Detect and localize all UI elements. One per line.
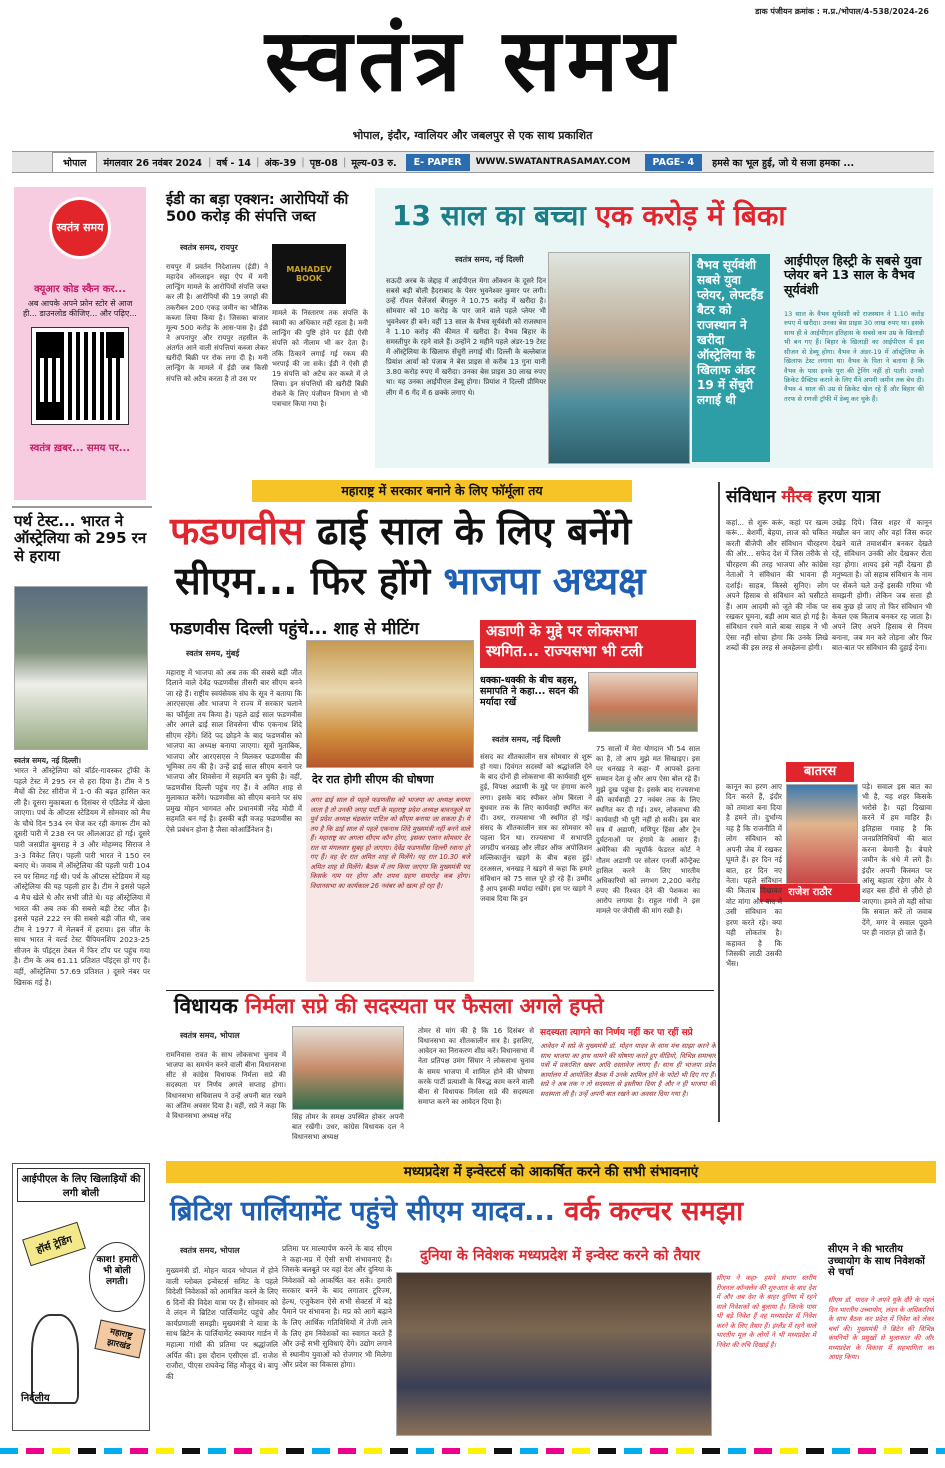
ed-headline: ईडी का बड़ा एक्शन: आरोपियों की 500 करोड़ की संपत्ति जब्त — [166, 192, 349, 225]
ipl-byline: स्वतंत्र समय, नई दिल्ली — [455, 255, 524, 264]
pages: पृष्ठ-08 — [309, 157, 338, 169]
nirmala-photo — [292, 1026, 404, 1110]
cm-side-body: सीएम डॉ. यादव ने अपने यूके दौरे के पहले दिन भारतीय उच्चायोग, लंदन के अधिकारियों के साथ बैठक कर प्रदेश में निवेश को लेकर चर्चा की। मुख्यमंत्री ने ब्रिटेन की विभिन्न कंपनियों के प्रमुखों से मुलाकात की और मध्यप्रदेश के विकास में सहभागिता का आग्रह किया। — [828, 1296, 934, 1362]
cm-body-col1: मुख्यमंत्री डॉ. मोहन यादव भोपाल में होने वाली ग्लोबल इन्वेस्टर्स समिट के पहले विदेशी निवेशकों को आमंत्रित करने के लिए 6 दिनों की विदेश यात्रा पर हैं। सोमवार को वे लंदन में ब्रिटिश पार्लियामेंट पहुंचे और कार्यप्रणाली समझी। मुख्यमंत्री ने यात्रा के साथ ब्रिटेन के पार्लियामेंट स्क्वायर गार्डन में महात्मा गांधी की प्रतिमा पर श्रद्धांजलि अर्पित की। इस दौरान एसीएस डॉ. राजेश राजौरा, पीएस राघवेन्द्र सिंह मौजूद थे। बापू की — [166, 1266, 278, 1381]
cricket-body: भारत ने ऑस्ट्रेलिया को बॉर्डर-गावस्कर ट्रॉफी के पहले टेस्ट में 295 रन से हरा दिया है। टीम ने 5 मैचों की टेस्ट सीरीज में 1-0 की बढ़त हासिल कर ली है। दूसरा मुकाबला 6 दिसंबर से एडिलेड में खेला जाएगा। पर्थ के ऑप्टस स्टेडियम में सोमवार को मैच के चौथे दिन 534 रन चेज कर रही कंगारू टीम को दूसरी पारी में 238 रन पर ऑलआउट हो गई। दूसरे पारी जसप्रीत बुमराह ने 3 और मोहम्मद सिराज ने 3-3 विकेट लिए। पहली पारी भारत ने 150 रन बनाए थे। जवाब में ऑस्ट्रेलिया की पहली पारी 104 रन पर सिमट गई थी। पर्थ के ऑप्टस स्टेडियम में यह ऑस्ट्रेलिया की यह पहली हार है। टीम ने इससे पहले 4 मैच खेले थे और सभी जीते थे। यह ऑस्ट्रेलिया में भारत की अब तक की सबसे बड़ी टेस्ट जीत है। इससे पहले 222 रन की सबसे बड़ी जीत थी, जब टीम ने 1977 में मेलबर्न में हराया। इस जीत के साथ भारत ने वर्ल्ड टेस्ट चैंपियनशिप 2023-25 सीजन के पॉइंट्स टेबल में फिर टॉप पर पहुंच गया है। टीम के अब 61.11 प्रतिशत पॉइंट्स हो गए हैं। वहीं, ऑस्ट्रेलिया 57.69 प्रतिशत ) दूसरे नंबर पर खिसक गई है। — [14, 766, 150, 987]
parliament-photo — [588, 672, 698, 732]
samvidhan-rule — [718, 482, 720, 1122]
samvidhan-struck: गौरव — [781, 487, 812, 507]
samvidhan-head2: हरण यात्रा — [811, 487, 881, 507]
columnist-photo — [786, 784, 858, 884]
maha-subheadline: फडणवीस दिल्ली पहुंचे... शाह से मीटिंग — [170, 619, 419, 639]
info-bar: भोपाल मंगलवार 26 नवंबर 2024 | वर्ष - 14 | अंक-39 | पृष्ठ-08 | मूल्य-03 रु. E- PAPER WWW.SWATANTRASAMAY.COM PAGE- 4 हमसे का भूल हुई, जो ये सजा हमका ... — [12, 151, 934, 173]
adani-kicker: धक्का-धक्की के बीच बहस, समापति ने कहा... सदन की मर्यादा रखें — [480, 675, 579, 708]
ipl-body: सऊदी अरब के जेद्दाह में आईपीएल मेगा ऑक्शन के दूसरे दिन सबसे बड़ी बोली हैदराबाद के पेसर भुवनेश्वर कुमार पर लगी। उन्हें रॉयल चैलेंजर्स बेंगलुरु ने 10.75 करोड़ में खरीदा है। सोमवार को 10 करोड़ के पार जाने वाले पहले प्लेयर भी भुवनेश्वर ही बने। वहीं 13 साल के वैभव सूर्यवंशी को राजस्थान ने 1.10 करोड़ की कीमत में खरीदा है। वैभव बिहार के समस्तीपुर के रहने वाले हैं। उन्होंने 2 महीने पहले अंडर-19 टेस्ट में ऑस्ट्रेलिया के खिलाफ सेंचुरी लगाई थी। दिल्ली के बल्लेबाज प्रियांश आर्या को पंजाब ने बेस प्राइस से करीब 13 गुना यानी 3.80 करोड़ रुपए में खरीदा। उनका बेस प्राइस 30 लाख रुपए था। यह उनका आईपीएल डेब्यू होगा। प्रियांश ने दिल्ली प्रीमियर लीग में 6 गेंद में 6 छक्के लगाए थे। — [386, 277, 546, 397]
ed-body-col1: रायपुर में प्रवर्तन निदेशालय (ईडी) ने महादेव ऑनलाइन सट्टा ऐप में मनी लान्ड्रिंग मामले के आरोपियों संपत्ति जब्त कर ली है। आरोपियों की 19 जगहों की तकरीबन 200 एकड़ जमीन का भौतिक कब्जा लिया किया है। जिसका बाजार मूल्य 500 करोड़ के आस-पास है। ईडी ने अपनापुर और रायपुर तहसील के अंतर्गत आने वाली संपत्तियां कब्जा लेकर खरीदी बिक्री पर रोक लगा दी है। मनी लान्ड्रिंग के मामले में ईडी जब किसी संपत्ति को अटैच करता है तो उस पर — [166, 263, 268, 383]
samvidhan-head1: संविधान — [726, 487, 782, 507]
adani-headline: अडाणी के मुद्दे पर लोकसभा स्थगित... राज्यसभा भी टली — [480, 620, 696, 668]
cricket-photo — [14, 586, 148, 750]
ad-line2: अब आपके अपने फ्रोन स्टोर से आज ही... डाउनलोड कीजिए... और पढ़िए... — [23, 299, 137, 319]
maha-headline-line1 — [170, 510, 631, 554]
qr-code[interactable] — [32, 328, 128, 424]
adani-byline: स्वतंत्र समय, नई दिल्ली — [492, 735, 561, 744]
mla-photo-caption: सिंह तोमर के समक्ष उपस्थित होकर अपनी बात रखेंगी। उधर, कांग्रेस विधायक दल ने विधानसभा अध्यक्ष — [292, 1113, 404, 1142]
adani-body-col1: संसद का शीतकालीन सत्र सोमवार से शुरू हो गया। दिवंगत सदस्यों को श्रद्धांजलि देने के बाद दोनों ही लोकसभा की कार्यवाही शुरू हुई, विपक्ष अडाणी के मुद्दे पर हंगामा करने लगा। इसके बाद स्पीकर ओम बिरला ने बुधवार तक के लिए कार्यवाही स्थगित कर दी। उधर, राज्यसभा भी स्थगित हो गई। संसद के शीतकालीन सत्र का सोमवार को पहला दिन था। राज्यसभा में सभापति जगदीप धनखड़ और लीडर ऑफ अपोजिशन मल्लिकार्जुन खड़गे के बीच बहस हुई। दरअसल, धनखड़ ने खड़गे से कहा कि हमारे संविधान को 75 साल पूरे हो रहे हैं। उम्मीद है आप इसकी मर्यादा रखेंगे। इस पर खड़गे ने जवाब दिया कि इन — [480, 753, 592, 903]
samvidhan-body-col1: कहां... से शुरू करूं, कहां पर खत्म करूं... बेशर्मी, बेहया, लाज को चकित करती बीजेपी और संविधान चीरहरण की ओर... सफेद देश में जिस तरीके से चीरहरण की तरह भाजपा और कांग्रेस नेताओं ने संविधान की भावना ही दर्शाई। साहब, किस्से सुनिए। लोग अपने हिसाब से संविधान को घसीटते हैं। आम आदमी को जूते की नोंक पर रखकर घूमना, बड़ी आम बात हो गई है। संविधान रचने वाले बाबा साहब ने भी ऐसा नहीं सोचा होगा कि उनके लिखे शब्दों की इस तरह से अवहेलना होगी। — [726, 518, 828, 653]
mla-byline: स्वतंत्र समय, भोपाल — [180, 1031, 240, 1040]
maha-byline: स्वतंत्र समय, मुंबई — [186, 649, 240, 658]
cartoon-sign: हॉर्स ट्रेडिंग — [22, 1222, 86, 1267]
cm-subheadline: दुनिया के निवेशक मध्यप्रदेश में इन्वेस्ट करने को तैयार — [420, 1248, 700, 1264]
date: मंगलवार 26 नवंबर 2024 — [103, 157, 202, 169]
ipl-headline — [392, 200, 786, 232]
epaper-link[interactable]: E- PAPER — [406, 154, 470, 171]
fadnavis-photo — [306, 640, 474, 768]
masthead: स्वतंत्र समय — [264, 10, 681, 111]
mla-headline-part2: निर्मला सप्रे की सदस्यता पर फैसला अगले हफ्ते — [245, 994, 604, 1018]
maha-body: महाराष्ट्र में भाजपा को अब तक की सबसे बड़ी जीत दिलाने वाले देवेंद्र फडणवीस तीसरी बार सीएम बनने जा रहे हैं। राष्ट्रीय स्वयंसेवक संघ के सूत्र ने बताया कि आरएसएस और भाजपा ने राज्य में सरकार चलाने का फॉर्मूला तय किया है। पहले ढाई साल फडणवीस और अगले ढाई साल शिवसेना चीफ एकनाथ शिंदे सीएम रहेंगे। शिंदे पद छोड़ने के बाद फडणवीस को भाजपा का अध्यक्ष बनाया जाएगा। सूत्रों मुताबिक, भाजपा और आरएसएस ने मिलकर फडणवीस की भूमिका तय की है। उन्हें ढाई साल सीएम बनाने पर भाजपा और शिवसेना में सहमति बन चुकी है। वहीं, फडणवीस दिल्ली पहुंच गए हैं। वे अमित शाह से मुलाकात करेंगे। फडणवीस को सीएम बनाने पर संघ प्रमुख मोहन भागवत और प्रधानमंत्री नरेंद्र मोदी में सहमति बन गई है। इसकी बड़ी वजह फडणवीस का ऐसे प्रबंधन होना है जैसा कोआर्डिनेशन है। — [166, 668, 302, 834]
page-number: PAGE- 4 — [645, 154, 703, 171]
cm-headline-part2: वर्क कल्चर समझा — [564, 1196, 744, 1227]
cricket-headline: पर्थ टेस्ट... भारत ने ऑस्ट्रेलिया को 295 रन से हराया — [14, 512, 147, 565]
samvidhan-headline — [726, 488, 880, 508]
samvidhan-body-col3: कानून का हरण आए दिन करते हैं, इंदौर को तमाशा बना दिया है हमने तो। दुर्भाग्य यह है कि राजनीति में लोग संविधान को अपनी जेब में रखकर घूमते हैं। हर दिन नई बात, हर दिन नए नेता। पहले संविधान की किताब दिखाकर वोट मांगा और बाद में उसी संविधान का हरण करते रहे। क्या यही लोकतंत्र है। कहावत है कि जिसकी लाठी उसकी भैंस। — [726, 782, 782, 969]
cm-side-headline: सीएम ने की भारतीय उच्चायोग के साथ निवेशकों से चर्चा — [828, 1244, 925, 1278]
maha-headline-line2 — [175, 560, 645, 604]
mla-headline — [174, 994, 604, 1018]
ipl-side-body: 13 साल के वैभव सूर्यवंशी को राजस्थान ने 1.10 करोड़ रुपए में खरीदा। उनका बेस प्राइस 30 लाख रुपए था। इसके साथ ही वे आईपीएल इतिहास के सबसे कम उम्र के खिलाड़ी भी बन गए हैं। बिहार के खिलाड़ी का आईपीएल में इस सीजन से डेब्यू होगा। वैभव ने अंडर-19 में ऑस्ट्रेलिया के खिलाफ टेस्ट लगाया था। वैभव के पिता ने बताया है कि वैभव के पास इनके पूरा की ट्रेनिंग नहीं हो पाती। उनको क्रिकेट प्रैक्टिस कराने के लिए मैंने अपनी जमीन तक बेच दी। वैभव 4 साल की उम्र से क्रिकेट खेल रहे हैं और बिहार की तरफ से रणजी ट्रॉफी में डेब्यू कर चुके हैं। — [784, 310, 924, 403]
cm-headline-part1: ब्रिटिश पार्लियामेंट पहुंचे सीएम यादव... — [170, 1196, 565, 1227]
issue: अंक-39 — [264, 157, 297, 169]
cm-headline — [170, 1196, 743, 1227]
ipl-headline-part1: 13 साल का बच्चा — [392, 199, 596, 232]
cricket-rule — [12, 506, 152, 508]
vaibhav-badge: वैभव सूर्यवंशी सबसे युवा प्लेयर, लेफ्टहैंड बैटर को राजस्थान ने खरीदा ऑस्ट्रेलिया के खिलाफ अंडर 19 में सेंचुरी लगाई थी — [692, 254, 770, 462]
maha-headline-blue: भाजपा अध्यक्ष — [443, 559, 646, 603]
mla-side-body: आवेदन में सप्रे के मुख्यमंत्री डॉ. मोहन यादव के साथ मंच साझा करने के साथ भाजपा का हाथ थामने की घोषणा करते हुए वीडियो, विभिन्न समाचार पत्रों में प्रकाशित खबर आदि दस्तावेज लगाए हैं। साथ ही भाजपा प्रदेश कार्यालय में आयोजित बैठक में उनके शामिल होने के फोटो भी दिए गए हैं। सप्रे ने अब तक न तो सदस्यता से इस्तीफा दिया है और न ही भाजपा की सदस्यता ली है। उन्हें अपनी बात रखने का अवसर दिया गया है। — [540, 1042, 716, 1098]
mahadev-logo: MAHADEV BOOK — [272, 244, 346, 304]
mla-body-col2: तोमर से मांग की है कि 16 दिसंबर से विधानसभा का शीतकालीन सत्र है। इसलिए, आवेदन का निराकरण शीघ्र करें। विधानसभा में नेता प्रतिपक्ष उमंग सिंघार ने लोकसभा चुनाव के समय भाजपा में शामिल होने की घोषणा करके पार्टी प्रत्याशी के विरुद्ध काम करने वाली बीना से विधायक निर्मला सप्रे की सदस्यता समाप्त करने का आवेदन दिया है। — [418, 1027, 534, 1106]
bataras-badge: बातरस — [786, 762, 854, 782]
vaibhav-photo — [548, 252, 690, 464]
ed-byline: स्वतंत्र समय, रायपुर — [180, 243, 238, 252]
cm-byline: स्वतंत्र समय, भोपाल — [180, 1246, 240, 1255]
cricket-byline: स्वतंत्र समय, नई दिल्ली। — [14, 756, 82, 765]
registration-number: डाक पंजीयन क्रमांक : म.प्र./भोपाल/4-538/2024-26 — [755, 7, 929, 16]
cartoon-tag2: महाराष्ट्र झारखंड — [94, 1320, 145, 1359]
columnist-name: राजेश राठौर — [760, 884, 860, 902]
ipl-headline-part2: एक करोड़ में बिका — [595, 199, 786, 232]
ad-logo: स्वतंत्र समय — [49, 197, 111, 259]
samvidhan-body-col2: उखेड़ दिये। जिस शहर में कानून मखौल बन जाए और वहां जिस कदर देखने वाले तमाशबीन बनकर देखते रहें, संविधान उनकी ओर देखकर रोता रहा होगा। शायद इसे नहीं देखना ही मनुष्यता है। जो सहाब संविधान के नाम पर सेंकने चले उन्हें इसकी गरिमा भी समझनी होगी। लेकिन जब सत्ता ही सब कुछ हो जाए तो फिर संविधान भी केवल एक किताब बनकर रह जाता है। अपने लिए अपने हिसाब से नियम बनाना, जब मन करे तोड़ना और फिर बात-बात पर संविधान की दुहाई देना। — [832, 518, 932, 653]
speech-bubble: काश! हमारी भी बोली लगती। — [89, 1242, 145, 1312]
mla-side-headline: सदस्यता त्यागने का निर्णय नहीं कर पा रहीं सप्रे — [540, 1028, 693, 1038]
maha-headline-red: फडणवीस — [170, 509, 304, 553]
price: मूल्य-03 रु. — [351, 157, 397, 169]
slogan: हमसे का भूल हुई, जो ये सजा हमका ... — [712, 157, 855, 169]
samvidhan-body-col4: पड़े। सवाल इस बात का भी है, यह शहर किसके भरोसे है। यहां दिखावा करने में हम माहिर हैं। इतिहास गवाह है कि जनप्रतिनिधियों की बात करना बेमानी है। बेचारे जमीन के धंधे में लगे हैं। इंदौर अपनी किस्मत पर आंसू बहाता रहेगा और ये शहर बस हीरो से ज़ीरो हो जाएगा। हमने तो यही सोचा कि सवाल करें तो जवाब देंगे, मगर वे सवाल पूछने पर ही नाराज़ हो जाते हैं। — [862, 782, 932, 938]
qr-advertisement — [14, 187, 146, 500]
ad-line3: स्वतंत्र ख़बर... समय पर... — [29, 442, 131, 454]
maha-headline-black1: ढाई साल के लिए बनेंगे — [303, 509, 632, 553]
tagline: भोपाल, इंदौर, ग्वालियर और जबलपुर से एक साथ प्रकाशित — [352, 129, 593, 142]
city: भोपाल — [52, 152, 97, 173]
cm-kicker: मध्यप्रदेश में इन्वेस्टर्स को आकर्षित करने की सभी संभावनाएं — [166, 1161, 936, 1183]
ed-body-col2: मामले के निस्तारण तक संपत्ति के स्वामी का अधिकार नहीं रहता है। मनी लान्ड्रिंग की पुष्टि होने पर ईडी ऐसी संपत्ति को नीलाम भी कर देता है। तकि ठिकाने लगाई गई रकम की भरपाई की जा सके। ईडी ने ऐसी ही 19 संपत्ति को अटैच कर कब्जे में ले लिया। इन संपत्तियों की खरीदी बिक्री रोकने के लिए पंजीयन विभाग से भी पत्राचार किया गया है। — [272, 309, 368, 409]
mla-rule — [166, 990, 714, 991]
ipl-side-headline: आईपीएल हिस्ट्री के सबसे युवा प्लेयर बने 13 साल के वैभव सूर्यवंशी — [784, 253, 922, 297]
maha-headline-black2: सीएम... फिर होंगे — [175, 559, 444, 603]
cartoon-label: आईपीएल के लिए खिलाड़ियों की लगी बोली — [17, 1168, 145, 1202]
adani-body-col2: 75 सालों में मेरा योगदान भी 54 साल का है, तो आप मुझे मत सिखाइए। इस पर धनखड़ ने कहा- मैं आपको इतना सम्मान देता हूं और आप ऐसा बोल रहे हैं। मुझे दुख पहुंचा है। इसके बाद राज्यसभा की कार्यवाही 27 नवंबर तक के लिए स्थगित कर दी गई। उधर, लोकसभा की कार्यवाही भी पूरी नहीं हो सकी। इस बार सत्र में अडाणी, मणिपुर हिंसा और ट्रेन दुर्घटनाओं पर हंगामे के आसार हैं। अमेरिका की न्यूयॉर्क फेडरल कोर्ट ने गौतम अडाणी पर सोलर एनर्जी कॉन्ट्रैक्ट हासिल करने के लिए भारतीय अधिकारियों को लगभग 2,200 करोड़ रुपए की रिश्वत देने की पेशकश का आरोप लगाया है। राहुल गांधी ने इस मामले पर जेपीसी की मांग रखी है। — [596, 745, 700, 916]
ad-line1: क्यूआर कोड स्कैन कर... — [34, 284, 126, 295]
maha-photo-caption: देर रात होगी सीएम की घोषणा — [306, 770, 474, 788]
cartoon — [12, 1163, 150, 1431]
cm-photo-side: सीएम ने कहा- हमने संभाग स्तरीय रीजनल कॉन्क्लेव की शुरुआत के बाद देश में और अब देश के बाहर दुनिया में रहने वाले निवेशकों को बुलाया है। जिनके पास भी बड़े निवेश हैं वह मध्यप्रदेश में निवेश करने के लिए तैयार हैं। इंग्लैंड में रहने वाले भारतीय मूल के लोगों ने भी मध्यप्रदेश में निवेश की रुचि दिखाई है। — [716, 1274, 816, 1349]
website-link[interactable]: WWW.SWATANTRASAMAY.COM — [475, 157, 631, 167]
cartoon-tag1: निर्दलीय — [21, 1393, 50, 1404]
samvidhan-body-col3b — [726, 906, 856, 1122]
maha-kicker: महाराष्ट्र में सरकार बनाने के लिए फॉर्मूला तय — [252, 480, 632, 502]
year: वर्ष - 14 — [216, 157, 252, 169]
mla-body-col1: रामनिवास रावत के साथ लोकसभा चुनाव में भाजपा का समर्थन करने वाली बीना विधानसभा सीट से कांग्रेस विधायक निर्मला सप्रे की सदस्यता पर निर्णय अगले सप्ताह होगा। विधानसभा सचिवालय ने उन्हें अपनी बात रखने का अंतिम अवसर दिया है। वहीं, सप्रे ने कहा कि वे विधानसभा अध्यक्ष नरेंद्र — [166, 1051, 286, 1120]
cm-body-col2: प्रतिमा पर माल्यार्पण करने के बाद सीएम ने कहा-मप्र में ऐसी सभी संभावनाएं हैं। जिसके बलबूते पर यहां देश और दुनिया के निवेशकों को आकर्षित कर सकें। हमारी सरकार बनने के बाद लगातार टूरिज्म, हेल्थ, एजुकेशन ऐसे सभी सेक्टर्स में बड़े पैमाने पर संभावना है। मप्र को आगे बढ़ाने के लिए आर्थिक गतिविधियों में तेजी लाने के लिए हम निवेशकों का स्वागत करते हैं और उन्हें सभी सुविधाएं देंगे। उद्योग लगाने से स्थानीय युवाओं को रोजगार भी मिलेगा और प्रदेश का विकास होगा। — [282, 1244, 392, 1370]
mla-headline-part1: विधायक — [174, 994, 246, 1018]
color-bar — [0, 1448, 945, 1454]
cm-parliament-photo — [396, 1272, 712, 1436]
maha-caption-body: अगर ढाई साल से पहले फडणवीस को भाजपा का अध्यक्ष बनाया जाता है तो उनकी जगह पार्टी के महाराष्ट्र प्रदेश अध्यक्ष बावनकुले या पूर्व प्रदेश अध्यक्ष चंद्रकांत पाटिल को सीएम बनाया जा सकता है। ये तय है कि ढाई साल से पहले एकनाथ शिंदे मुख्यमंत्री नहीं बनने वाले हैं। महाराष्ट्र का अगला सीएम कौन होगा, इसका एलान सोमवार देर रात या मंगलवार सुबह हो जाएगा। देवेंद्र फडणवीस दिल्ली रवाना हो गए हैं। वह देर रात अमित शाह से मिलेंगे। यह रात 10.30 बजे अमित शाह से मिलेंगे। बैठक में तय किया जाएगा कि मुख्यमंत्री पद किसके नाम पर होगा और शपथ ग्रहण समारोह कब होगा। विधानसभा का कार्यकाल 26 नवंबर को खत्म हो रहा है। — [306, 792, 474, 982]
